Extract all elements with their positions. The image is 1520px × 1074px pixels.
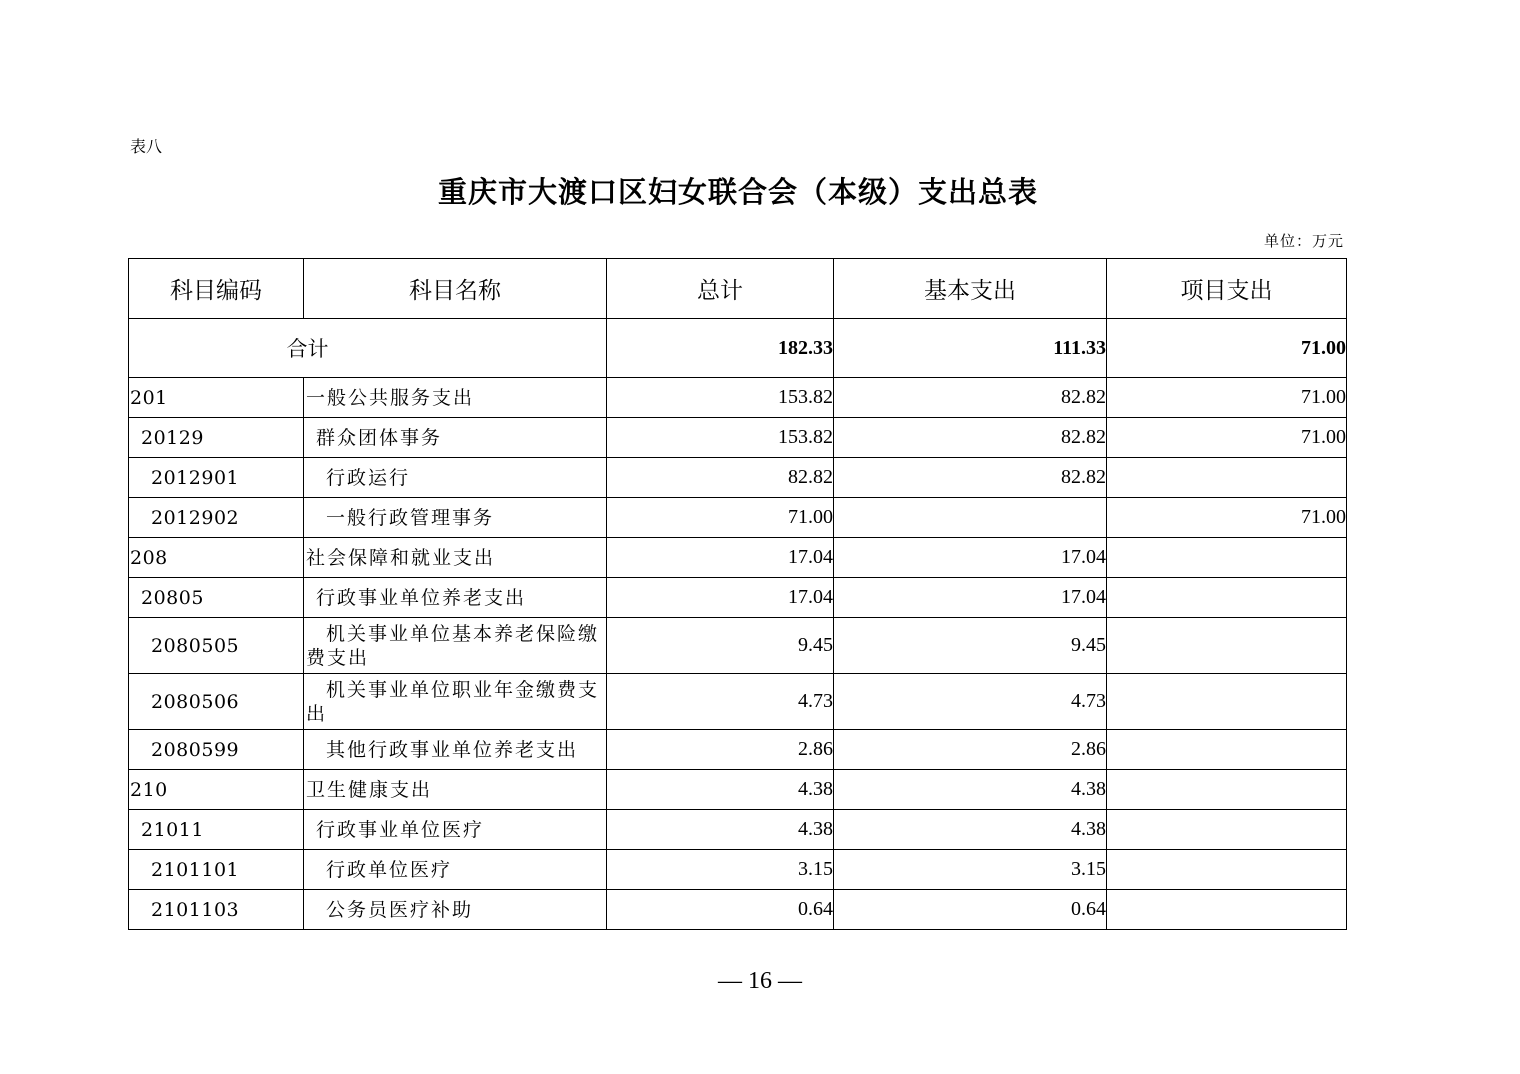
- table-row: [129, 850, 1347, 890]
- row-code: 2012902: [129, 498, 304, 538]
- row-project: [1107, 770, 1347, 810]
- row-name: 行政单位医疗: [304, 850, 607, 890]
- row-code: 210: [129, 770, 304, 810]
- row-code: 2080599: [129, 730, 304, 770]
- row-project: [1107, 850, 1347, 890]
- row-name: 机关事业单位职业年金缴费支出: [304, 674, 607, 730]
- row-project: [1107, 458, 1347, 498]
- row-code: 2080505: [129, 618, 304, 674]
- row-basic: 17.04: [834, 538, 1107, 578]
- document-title: 重庆市大渡口区妇女联合会（本级）支出总表: [437, 175, 1038, 209]
- table-row: [129, 770, 1347, 810]
- header-row: [129, 259, 1347, 319]
- row-basic: 9.45: [834, 618, 1107, 674]
- row-total: 3.15: [607, 850, 834, 890]
- row-project: [1107, 730, 1347, 770]
- row-total: 17.04: [607, 538, 834, 578]
- row-project: 71.00: [1107, 498, 1347, 538]
- row-project: 71.00: [1107, 418, 1347, 458]
- row-name: 卫生健康支出: [304, 770, 607, 810]
- table-row: [129, 578, 1347, 618]
- row-total: 0.64: [607, 890, 834, 930]
- total-label: 合计: [129, 319, 607, 378]
- row-name: 行政事业单位医疗: [304, 810, 607, 850]
- row-basic: 0.64: [834, 890, 1107, 930]
- page-number: — 16 —: [718, 968, 802, 994]
- total-project: 71.00: [1107, 319, 1347, 378]
- row-name: 行政事业单位养老支出: [304, 578, 607, 618]
- row-project: [1107, 618, 1347, 674]
- row-project: [1107, 810, 1347, 850]
- row-code: 21011: [129, 810, 304, 850]
- row-basic: 2.86: [834, 730, 1107, 770]
- row-total: 9.45: [607, 618, 834, 674]
- row-code: 2101101: [129, 850, 304, 890]
- row-total: 4.38: [607, 810, 834, 850]
- total-sum: 182.33: [607, 319, 834, 378]
- header-project: 项目支出: [1107, 259, 1347, 319]
- table-label: 表八: [130, 137, 163, 156]
- row-basic: 4.73: [834, 674, 1107, 730]
- row-code: 20805: [129, 578, 304, 618]
- row-name: 一般行政管理事务: [304, 498, 607, 538]
- table-row: [129, 810, 1347, 850]
- table-row: [129, 498, 1347, 538]
- row-basic: 82.82: [834, 418, 1107, 458]
- table-row: [129, 890, 1347, 930]
- row-basic: 17.04: [834, 578, 1107, 618]
- row-basic: 82.82: [834, 458, 1107, 498]
- table-row: [129, 538, 1347, 578]
- row-total: 4.38: [607, 770, 834, 810]
- row-code: 20129: [129, 418, 304, 458]
- row-name: 行政运行: [304, 458, 607, 498]
- row-code: 2080506: [129, 674, 304, 730]
- row-basic: 4.38: [834, 810, 1107, 850]
- unit-label: 单位：万元: [1263, 232, 1344, 250]
- row-name: 机关事业单位基本养老保险缴费支出: [304, 618, 607, 674]
- row-total: 153.82: [607, 418, 834, 458]
- row-code: 2101103: [129, 890, 304, 930]
- total-basic: 111.33: [834, 319, 1107, 378]
- row-project: [1107, 538, 1347, 578]
- table-row: [129, 378, 1347, 418]
- row-total: 71.00: [607, 498, 834, 538]
- row-project: [1107, 890, 1347, 930]
- row-project: [1107, 674, 1347, 730]
- header-code: 科目编码: [129, 259, 304, 319]
- row-total: 82.82: [607, 458, 834, 498]
- header-total: 总计: [607, 259, 834, 319]
- total-row: [129, 319, 1347, 378]
- row-basic: 4.38: [834, 770, 1107, 810]
- expenditure-table: [128, 258, 1347, 930]
- row-project: [1107, 578, 1347, 618]
- row-total: 4.73: [607, 674, 834, 730]
- row-code: 201: [129, 378, 304, 418]
- row-total: 153.82: [607, 378, 834, 418]
- row-basic: 3.15: [834, 850, 1107, 890]
- row-project: 71.00: [1107, 378, 1347, 418]
- row-total: 2.86: [607, 730, 834, 770]
- table-row: [129, 730, 1347, 770]
- row-basic: [834, 498, 1107, 538]
- table-row: [129, 674, 1347, 730]
- header-basic: 基本支出: [834, 259, 1107, 319]
- row-basic: 82.82: [834, 378, 1107, 418]
- table-row: [129, 418, 1347, 458]
- header-name: 科目名称: [304, 259, 607, 319]
- row-code: 208: [129, 538, 304, 578]
- row-name: 一般公共服务支出: [304, 378, 607, 418]
- row-name: 公务员医疗补助: [304, 890, 607, 930]
- row-name: 社会保障和就业支出: [304, 538, 607, 578]
- row-total: 17.04: [607, 578, 834, 618]
- row-name: 群众团体事务: [304, 418, 607, 458]
- table-row: [129, 458, 1347, 498]
- row-name: 其他行政事业单位养老支出: [304, 730, 607, 770]
- table-row: [129, 618, 1347, 674]
- row-code: 2012901: [129, 458, 304, 498]
